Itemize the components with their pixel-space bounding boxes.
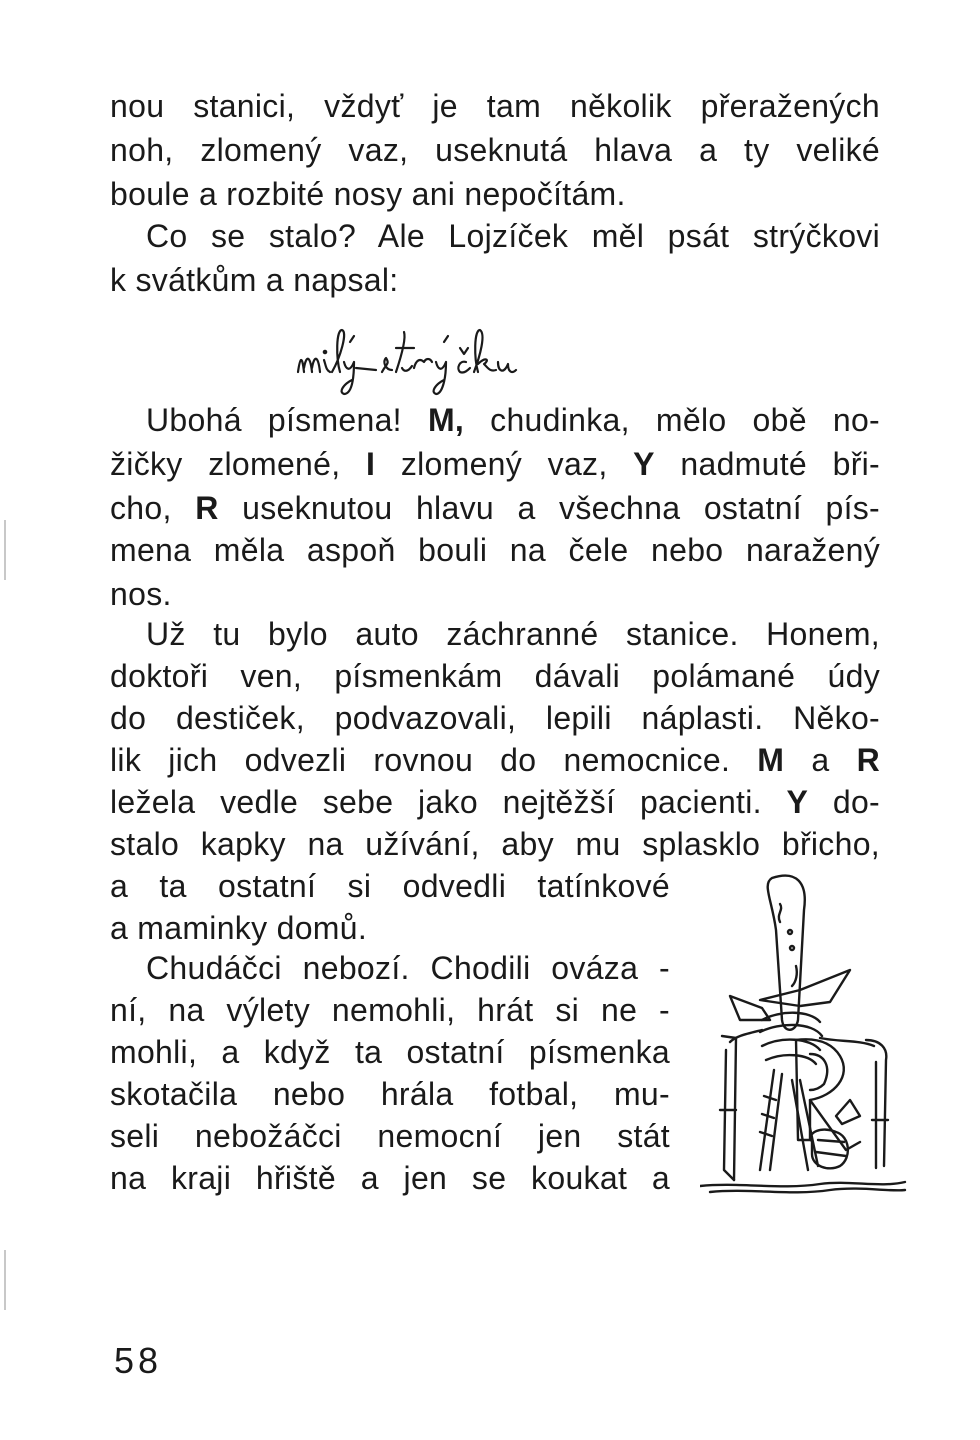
handwritten-greeting [290,318,710,398]
text-line: a maminky domů. [110,910,368,946]
text-run: chudinka, mělo obě no- [464,402,880,438]
text-line [110,782,880,822]
scan-edge-mark [4,1250,6,1310]
text-line: stalo kapky na užívání, aby mu splasklo břicho, [110,826,880,862]
text-line: ní, na výlety nemohli, hrát si ne - [110,992,670,1028]
text-line: Co se stalo? Ale Lojzíček měl psát strýčkovi [146,218,880,254]
bold-letter-y: Y [633,446,655,482]
text-run: Ubohá písmena! [146,402,428,438]
text-line: k svátkům a napsal: [110,262,399,298]
bold-letter-r: R [856,742,880,778]
text-line: Už tu bylo auto záchranné stanice. Honem, [146,616,880,652]
text-run: useknutou hlavu a všechna ostatní pís- [218,490,881,526]
bold-letter-y: Y [786,784,809,820]
bold-letter-m: M [757,742,785,778]
text-line: boule a rozbité nosy ani nepočítám. [110,176,626,212]
text-line: do destiček, podvazovali, lepili náplasti. Něko- [110,700,880,736]
text-run: cho, [110,490,196,526]
bold-letter-m: M, [427,402,465,438]
text-line: doktoři ven, písmenkám dávali polámané údy [110,658,880,694]
injured-letters-illustration [700,870,910,1200]
text-line: a ta ostatní si odvedli tatínkové [110,868,670,904]
bold-letter-r: R [195,490,219,526]
text-run: lik jich odvezli rovnou do nemocnice. [110,742,758,778]
text-run: nadmuté bři- [654,446,881,482]
text-line [110,740,880,780]
text-run: ležela vedle sebe jako nejtěžší pacienti. [110,784,787,820]
text-run: žičky zlomené, [110,446,367,482]
scan-edge-mark [4,520,6,580]
text-line: nos. [110,576,172,612]
text-line: nou stanici, vždyť je tam několik přeražených [110,88,880,124]
page-number: 58 [114,1340,163,1381]
text-line: noh, zlomený vaz, useknutá hlava a ty veliké [110,132,880,168]
text-line [146,400,880,440]
text-line [110,488,880,528]
text-run: a [784,742,857,778]
bold-letter-i: I [366,446,376,482]
text-line: Chudáčci nebozí. Chodili ováza - [146,950,670,986]
text-run: do- [808,784,880,820]
text-run: zlomený vaz, [375,446,634,482]
text-line: mena měla aspoň bouli na čele nebo naražený [110,532,880,568]
text-line: na kraji hřiště a jen se koukat a [110,1160,670,1196]
text-line: seli nebožáčci nemocní jen stát [110,1118,670,1154]
text-line [110,444,880,484]
text-line: skotačila nebo hrála fotbal, mu- [110,1076,670,1112]
text-line: mohli, a když ta ostatní písmenka [110,1034,670,1070]
